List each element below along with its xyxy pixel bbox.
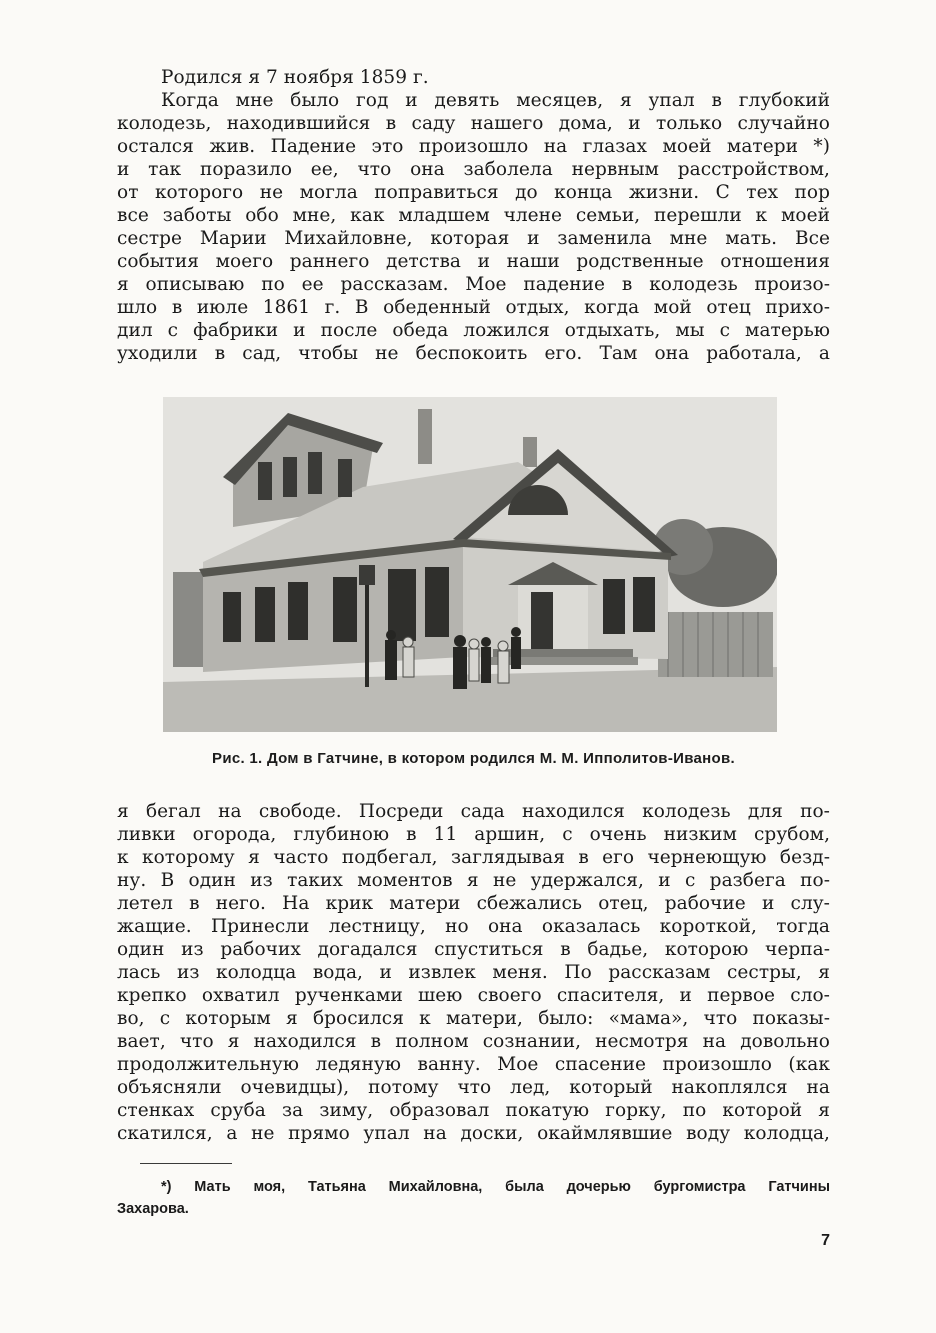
text-line: я описываю по ее рассказам. Мое падение в колодезь произо- [117, 274, 830, 295]
footnote-line: *) Мать моя, Татьяна Михайловна, была дочерью бургомистра Гатчины [161, 1179, 830, 1195]
text-line: лась из колодца вода, и извлек меня. По рассказам сестры, я [117, 962, 830, 983]
text-line: объясняли очевидцы), потому что лед, который накоплялся на [117, 1077, 830, 1098]
paragraph-bottom [117, 800, 830, 1145]
page-number: 7 [821, 1232, 830, 1249]
text-line: от которого не могла поправиться до конца жизни. С тех пор [117, 182, 830, 203]
footnote-divider [140, 1163, 232, 1164]
text-line: скатился, а не прямо упал на доски, окаймлявшие воду колодца, [117, 1123, 830, 1144]
text-line: все заботы обо мне, как младшем члене семьи, перешли к моей [117, 205, 830, 226]
text-line: сестре Марии Михайловне, которая и заменила мне мать. Все [117, 228, 830, 249]
text-line: летел в него. На крик матери сбежались отец, рабочие и слу- [117, 893, 830, 914]
text-line: уходили в сад, чтобы не беспокоить его. Там она работала, а [117, 343, 830, 364]
text-line: дил с фабрики и после обеда ложился отдыхать, мы с матерью [117, 320, 830, 341]
text-line: к которому я часто подбегал, заглядывая в его чернеющую безд- [117, 847, 830, 868]
footnote [117, 1176, 830, 1220]
figure-caption: Рис. 1. Дом в Гатчине, в котором родился М. М. Ипполитов-Иванов. [212, 750, 735, 767]
text-line: я бегал на свободе. Посреди сада находился колодезь для по- [117, 801, 830, 822]
footnote-line: Захарова. [117, 1201, 189, 1217]
text-line: ливки огорода, глубиною в 11 аршин, с очень низким срубом, [117, 824, 830, 845]
text-line: ну. В один из таких моментов я не удержался, и с разбега по- [117, 870, 830, 891]
text-line: крепко охватил рученками шею своего спасителя, и первое сло- [117, 985, 830, 1006]
text-line: остался жив. Падение это произошло на глазах моей матери *) [117, 136, 830, 157]
text-line: события моего раннего детства и наши родственные отношения [117, 251, 830, 272]
text-line: шло в июле 1861 г. В обеденный отдых, когда мой отец прихо- [117, 297, 830, 318]
text-line: один из рабочих догадался спуститься в бадье, которою черпа- [117, 939, 830, 960]
text-line: Когда мне было год и девять месяцев, я упал в глубокий [161, 90, 830, 111]
text-line: во, с которым я бросился к матери, было: «мама», что показы- [117, 1008, 830, 1029]
text-line: жащие. Принесли лестницу, но она оказалась короткой, тогда [117, 916, 830, 937]
text-line: продолжительную ледяную ванну. Мое спасение произошло (как [117, 1054, 830, 1075]
text-line: вает, что я находился в полном сознании, несмотря на довольно [117, 1031, 830, 1052]
house-illustration [163, 397, 777, 732]
text-line: колодезь, находившийся в саду нашего дома, и только случайно [117, 113, 830, 134]
text-line: Родился я 7 ноября 1859 г. [161, 67, 429, 88]
text-line: и так поразило ее, что она заболела нервным расстройством, [117, 159, 830, 180]
house-photo [163, 397, 777, 732]
paragraph-top [117, 66, 830, 365]
text-line: стенках сруба за зиму, образовал покатую горку, по которой я [117, 1100, 830, 1121]
